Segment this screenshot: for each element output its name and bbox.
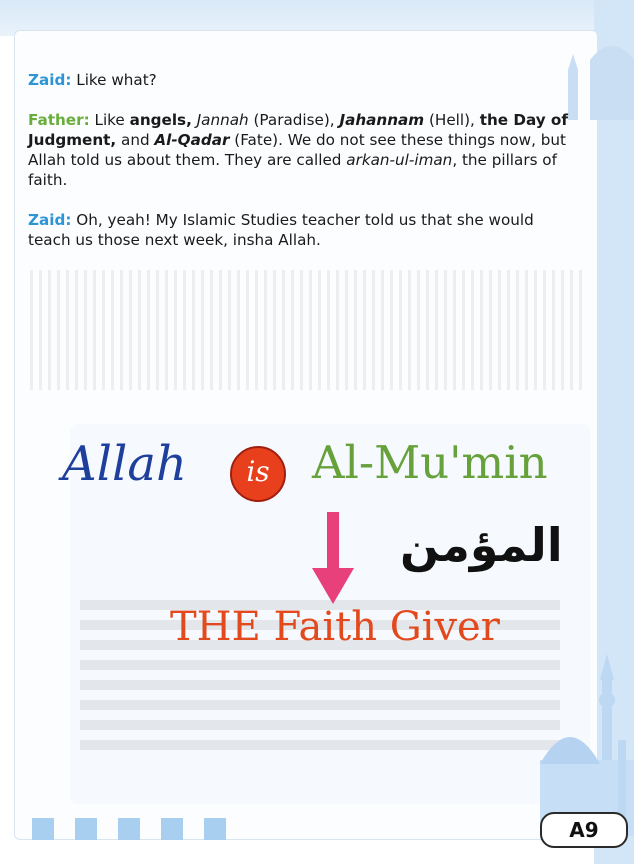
dialogue-text: Jahannam	[339, 111, 425, 129]
title-word-name: Al-Mu'min	[312, 436, 548, 489]
footer-square	[204, 818, 226, 840]
footer-square	[161, 818, 183, 840]
dialogue-text: Like	[89, 111, 130, 129]
name-of-allah-title	[62, 436, 582, 506]
speaker-label: Zaid:	[28, 211, 72, 229]
name-meaning: THE Faith Giver	[170, 604, 500, 650]
speaker-label: Father:	[28, 111, 90, 129]
dialogue-text: angels,	[129, 111, 192, 129]
footer-square	[118, 818, 140, 840]
title-word-is-circle: is	[230, 446, 286, 502]
speaker-label: Zaid:	[28, 71, 72, 89]
dialogue-text: Like what?	[71, 71, 157, 89]
dialogue-text: (Paradise),	[248, 111, 340, 129]
page-number: A9	[540, 812, 628, 848]
dialogue-text: (Hell),	[424, 111, 480, 129]
down-arrow-icon	[308, 512, 358, 606]
dialogue-text: arkan-ul-iman	[346, 151, 453, 169]
dialogue-text: (Fate). We do not see these things now, but Allah told us about them. They are called	[28, 131, 566, 169]
dialogue-text: the Day of Judgment,	[28, 111, 568, 149]
dialogue-text: Al-Qadar	[154, 131, 230, 149]
dialogue-line-father	[28, 110, 576, 190]
mosque-silhouette-icon	[540, 640, 634, 836]
dialogue	[28, 70, 576, 270]
footer-square	[75, 818, 97, 840]
footer-squares	[32, 818, 247, 844]
dialogue-text: Oh, yeah! My Islamic Studies teacher told us that she would teach us those next week, insha Allah.	[28, 211, 534, 249]
title-word-allah: Allah	[62, 436, 187, 492]
footer-square	[32, 818, 54, 840]
arabic-name: المؤمن	[400, 518, 563, 572]
dialogue-line-zaid-2	[28, 210, 576, 250]
dialogue-text: and	[116, 131, 155, 149]
dialogue-line-zaid-1	[28, 70, 576, 90]
faint-background-pattern	[30, 270, 586, 390]
dialogue-text: Jannah	[196, 111, 249, 129]
dialogue-text: , the pillars of faith.	[28, 151, 557, 189]
